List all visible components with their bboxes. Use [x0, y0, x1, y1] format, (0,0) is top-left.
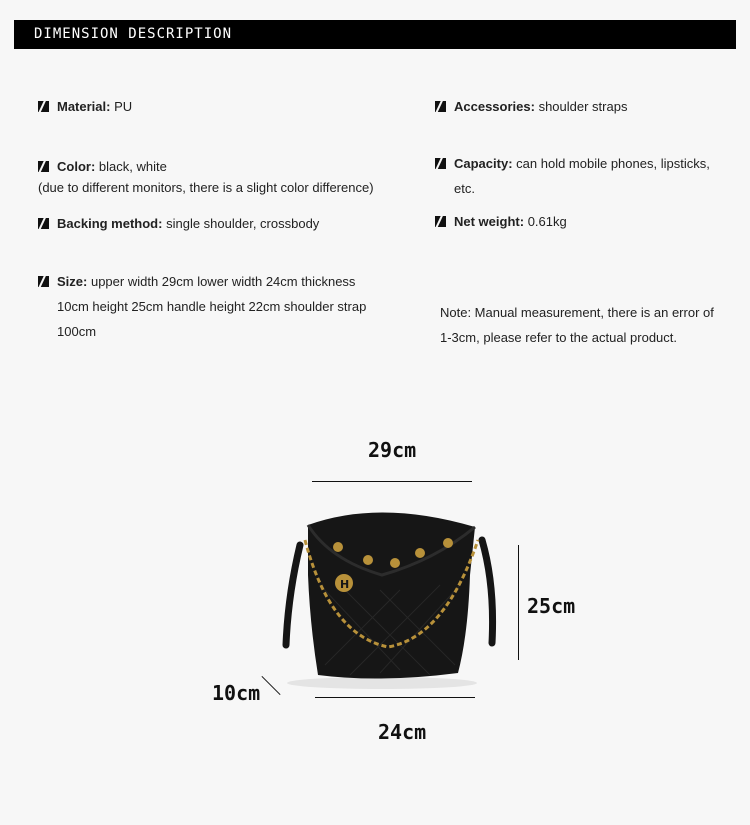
spec-backing-method: Backing method: single shoulder, crossbody: [38, 211, 319, 236]
bag-strap-right: [482, 540, 493, 643]
bottom-width-line: [315, 697, 475, 698]
measurement-note: Note: Manual measurement, there is an error of 1-3cm, please refer to the actual product.: [440, 305, 714, 345]
bullet-icon: [38, 276, 49, 287]
section-header-banner: [14, 20, 736, 49]
height-label: 25cm: [527, 594, 576, 618]
bullet-icon: [38, 161, 49, 172]
spec-size: Size: upper width 29cm lower width 24cm thickness 10cm height 25cm handle height 22cm shoulder strap 100cm: [38, 269, 418, 344]
height-line: [518, 545, 519, 660]
spec-material: Material: PU: [38, 94, 132, 119]
bullet-icon: [38, 218, 49, 229]
bullet-icon: [435, 216, 446, 227]
bullet-icon: [38, 101, 49, 112]
spec-accessories: Accessories: shoulder straps: [435, 94, 627, 119]
color-note: (due to different monitors, there is a slight color difference): [38, 180, 374, 195]
thickness-label: 10cm: [212, 681, 261, 705]
svg-text:H: H: [340, 578, 350, 591]
spec-net-weight: Net weight: 0.61kg: [435, 209, 567, 234]
top-width-line: [312, 481, 472, 482]
section-title: DIMENSION DESCRIPTION: [34, 26, 233, 42]
spec-capacity: Capacity: can hold mobile phones, lipsticks, etc.: [435, 151, 735, 201]
spec-color: Color: black, white (due to different monitors, there is a slight color difference): [38, 159, 374, 195]
bottom-width-label: 24cm: [378, 720, 427, 744]
top-width-label: 29cm: [368, 438, 417, 462]
bullet-icon: [435, 158, 446, 169]
bullet-icon: [435, 101, 446, 112]
bag-strap-left: [286, 545, 300, 645]
bag-shadow: [287, 677, 477, 689]
bag-image: [270, 505, 500, 690]
